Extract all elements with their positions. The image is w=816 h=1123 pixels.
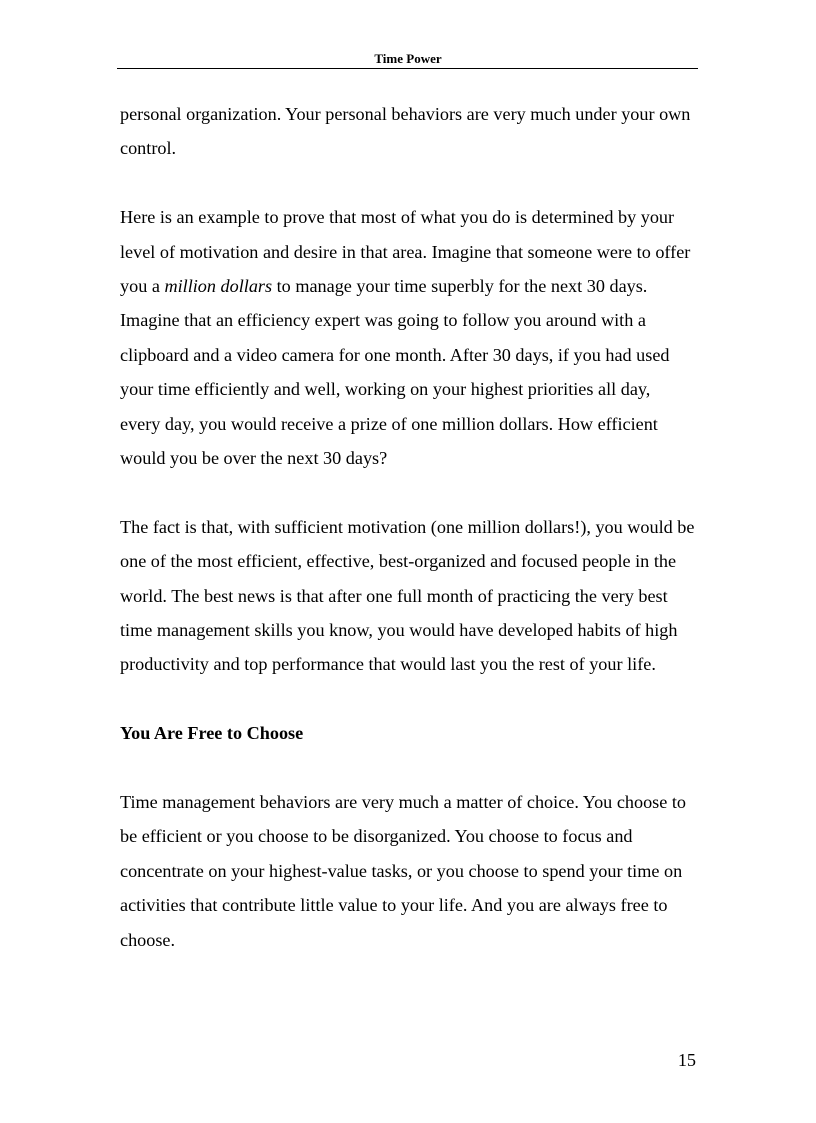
page-body (120, 97, 695, 957)
paragraph-3: The fact is that, with sufficient motivation (one million dollars!), you would be one of the most efficient, effective, best-organized and focused people in the world. The best news is that after one full month of practicing the very best time management skills you know, you would have developed habits of high productivity and top performance that would last you the rest of your life. (120, 516, 695, 675)
paragraph-2-end: to manage your time superbly for the next 30 days. Imagine that an efficiency expert was going to follow you around with a clipboard and a video camera for one month. After 30 days, if you had used your time efficiently and well, working on your highest priorities all day, every day, you would receive a prize of one million dollars. How efficient would you be over the next 30 days? (120, 276, 670, 469)
page-number: 15 (677, 1050, 696, 1070)
emphasis-million-dollars: million dollars (164, 276, 273, 297)
paragraph-1: personal organization. Your personal behaviors are very much under your own control. (120, 104, 691, 159)
paragraph-2-start: Here is an example to prove that most of what you do is determined by your level of motivation and desire in that area. Imagine that someone were to offer you a (120, 207, 691, 297)
header-divider (117, 68, 698, 69)
running-header-title: Time Power (374, 51, 442, 66)
section-heading: You Are Free to Choose (120, 723, 304, 744)
paragraph-4: Time management behaviors are very much a matter of choice. You choose to be efficient or you choose to be disorganized. You choose to focus and concentrate on your highest-value tasks, or you choose to spend your time on activities that contribute little value to your life. And you are always free to choose. (120, 792, 687, 950)
paragraph-2 (120, 200, 695, 475)
